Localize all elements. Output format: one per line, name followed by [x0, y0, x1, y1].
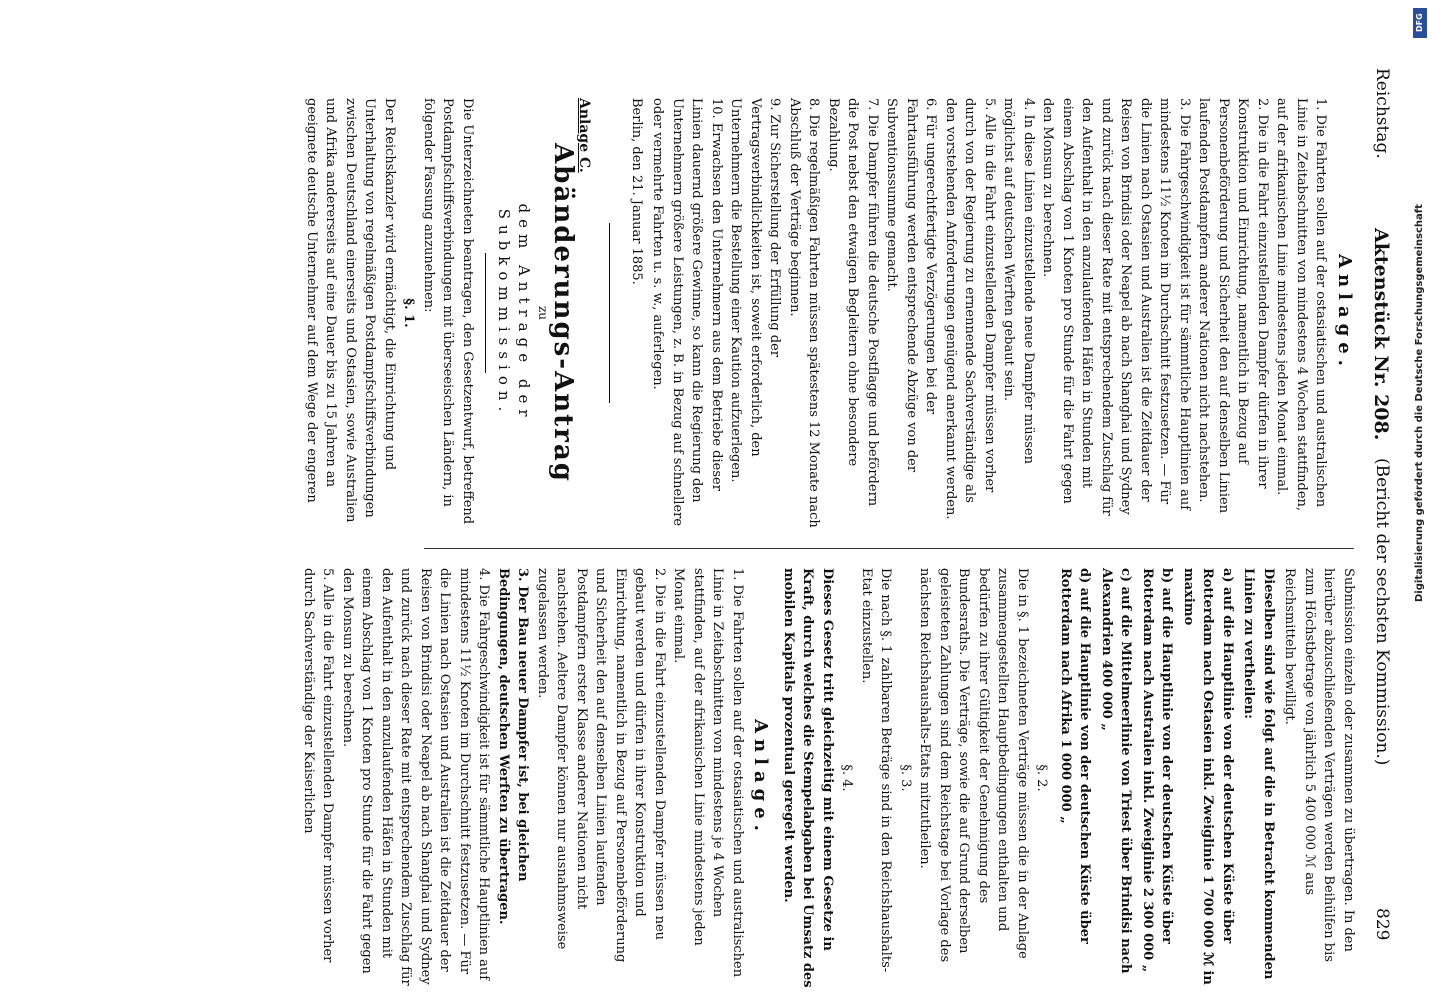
right-item-3: 3. Der Bau neuer Dampfer ist, bei gleichen Bedingungen, deutschen Werften zu übertragen. — [496, 568, 531, 925]
amendment-title: Abänderungs-Antrag — [548, 143, 578, 483]
signature-date: Berlin, den 21. Januar 1885. — [629, 98, 644, 285]
left-item-5: 5. Alle in die Fahrt einzustellenden Dampfer müssen vorher durch von der Regierung zu ernennende Sachverständige als den vorstehenden Anforderungen genügend anerkannt werden. — [943, 98, 997, 520]
route-c: c) auf die Mittelmeerlinie von Triest über Brindisi nach Alexandrien 400 000 „ — [1099, 568, 1134, 974]
column-divider — [424, 548, 1354, 549]
right-item-5: 5. Alle in die Fahrt einzustellenden Dampfer müssen vorher durch Sachverständige der Kaiserlichen — [301, 568, 336, 963]
route-b: b) auf die Hauptlinie von der deutschen Küste über Rotterdam nach Australien inkl. Zweiglinie 2 300 000 „ — [1140, 568, 1175, 973]
right-anlage-heading: Anlage. — [750, 719, 772, 837]
paragraph-4-heading: §. 4. — [839, 764, 855, 792]
paragraph-1-heading: §. 1. — [401, 298, 417, 328]
digitization-watermark: Digitalisierung gefördert durch die Deutsche Forschungsgemeinschaft — [1414, 204, 1425, 602]
left-anlage-heading: Anlage. — [1334, 254, 1355, 372]
paragraph-2-heading: §. 2. — [1034, 764, 1050, 792]
amendment-zu: zu — [536, 305, 551, 321]
left-item-9: 9. Zur Sicherstellung der Erfüllung der Vertragsverbindlichkeiten ist, soweit erforderlich, den Unternehmern die Bestellung einer Kaution aufzuerlegen. — [728, 98, 783, 483]
left-item-8: 8. Die regelmäßigen Fahrten müssen spätestens 12 Monate nach Abschluß der Verträge beginnen. — [787, 98, 822, 528]
title-divider — [485, 253, 486, 373]
section-divider — [610, 223, 611, 403]
header-center: Aktenstück Nr. 208. — [1370, 228, 1392, 441]
left-item-2: 2. Die in die Fahrt einzustellenden Dampfer dürfen in ihrer Konstruktion und Einrichtung, namentlich in Bezug auf Personenbeförderung und Sicherheit den auf denselben Linien laufenden Postdampfern anderer Nationen nicht nachstehen. — [1196, 98, 1270, 514]
page-header — [1362, 68, 1392, 968]
left-item-7: 7. Die Dampfer führen die deutsche Postflagge und befördern die Post nebst den etwaigen Begleitern ohne besondere Bezahlung. — [826, 98, 880, 507]
left-item-10: 10. Erwachsen den Unternehmern aus dem Betriebe dieser Linien dauernd größere Gewinne, so kann die Regierung den Unternehmern größere Leistungen, z. B. in Bezug auf schnellere oder vermehrte Fahrten u. s. w., auferlegen. — [650, 98, 724, 527]
route-a: a) auf die Hauptlinie von der deutschen Küste über Rotterdam nach Ostasien inkl. Zweiglinie 1 700 000 ℳ in maximo — [1181, 568, 1235, 985]
paragraph-4-text: Dieses Gesetz tritt gleichzeitig mit einem Gesetze in Kraft, durch welches die Stempelabgaben bei Umsatz des mobilen Kapitals prozentual geregelt werden. — [781, 568, 835, 988]
header-right: (Bericht der sechsten Kommission.) — [1372, 458, 1392, 766]
left-item-4: 4. In diese Linien einzustellende neue Dampfer müssen möglichst auf deutschen Werften gebaut sein. — [1001, 98, 1036, 464]
left-item-3: 3. Die Fahrgeschwindigkeit ist für sämmtliche Hauptlinien auf mindestens 11½ Knoten im Durchschnitt festzusetzen. — Für die Linien nach Ostasien und Australien ist die Zeitdauer der Reisen von Brindisi oder Neapel ab nach Shanghai und Sydney und zurück nach dieser Rate mit entsprechendem Zuschlag für den Aufenthalt in den anzulaufenden Häfen in Stunden mit einem Abschlag von 1 Knoten pro Stunde für die Fahrt gegen den Monsun zu berechnen. — [1040, 98, 1192, 516]
rotated-sheet — [30, 8, 1400, 998]
dfg-logo-text: DFG — [1415, 13, 1424, 33]
right-column — [299, 568, 1359, 988]
left-item-6: 6. Für ungerechtfertigte Verzögerungen bei der Fahrtausführung werden entsprechende Abzüge von der Subventionssumme gemacht. — [884, 98, 939, 473]
right-continuation: Submission einzeln oder zusammen zu übertragen. In den hierüber abzuschließenden Verträgen werden Beihülfen bis zum Höchstbetrage von jährlich 5 400 000 ℳ aus Reichsmitteln bewilligt. — [1282, 568, 1356, 962]
header-left: Reichstag. — [1372, 68, 1392, 159]
route-d: d) auf die Hauptlinie von der deutschen Küste über Rotterdam nach Afrika 1 000 000 „ — [1058, 568, 1093, 944]
left-column — [302, 98, 1359, 528]
dfg-logo-icon — [1413, 8, 1427, 38]
paragraph-1-text: Der Reichskanzler wird ermächtigt, die Einrichtung und Unterhaltung von regelmäßigen Postdampfschiffsverbindungen zwischen Deutschland einerseits und Ostasien, sowie Australien und Afrika andererseits auf eine Dauer bis zu 15 Jahren an geeignete deutsche Unternehmer auf dem Wege der engeren — [304, 98, 397, 523]
left-item-1: 1. Die Fahrten sollen auf der ostasiatischen und australischen Linie in Zeitabschnitten von mindestens 4 Wochen stattfinden, auf der afrikanischen Linie mindestens jeden Monat einmal. — [1274, 98, 1329, 512]
right-item-2: 2. Die in die Fahrt einzustellenden Dampfer müssen neu gebaut werden und dürfen in ihrer Konstruktion und Einrichtung, namentlich in Bezug auf Personenbeförderung und Sicherheit den auf denselben Linien laufenden Postdampfern erster Klasse anderer Nationen nicht nachstehen. Aeltere Dampfer können nur ausnahmsweise zugelassen werden. — [535, 568, 667, 963]
paragraph-2-text: Die in §. 1 bezeichneten Verträge müssen die in der Anlage zusammengestellten Hauptbedingungen enthalten und bedürfen zu ihrer Gültigkeit der Genehmigung des Bundesraths. Die Verträge, sowie die auf Grund derselben geleisteten Zahlungen sind dem Reichstage bei Vorlage des nächsten Reichshaushalts-Etats mitzutheilen. — [917, 568, 1030, 963]
amendment-subtitle: dem Antrage der Subkommission. — [495, 203, 533, 423]
paragraph-3-text: Die nach §. 1 zahlbaren Beträge sind in den Reichshaushalts-Etat einzustellen. — [859, 568, 894, 973]
distribution-intro: Dieselben sind wie folgt auf die in Betracht kommenden Linien zu vertheilen: — [1241, 568, 1276, 980]
right-item-1: 1. Die Fahrten sollen auf der ostasiatischen und australischen Linie in Zeitabschnitten von mindestens je 4 Wochen stattfinden, auf der afrikanischen Linie mindestens jeden Monat einmal. — [671, 568, 745, 978]
anlage-c-label: Anlage C. — [576, 98, 593, 173]
paragraph-3-heading: §. 3. — [898, 764, 913, 792]
amendment-intro: Die Unterzeichneten beantragen, den Gesetzentwurf, betreffend Postdampfschiffsverbindungen mit überseeischen Ländern, in folgender Fassung anzunehmen: — [421, 98, 475, 525]
page-number: 829 — [1372, 908, 1392, 941]
right-item-4: 4. Die Fahrgeschwindigkeit ist für sämmtliche Hauptlinien auf mindestens 11½ Knoten im Durchschnitt festzusetzen. — Für die Linien nach Ostasien und Australien ist die Zeitdauer der Reisen von Brindisi oder Neapel ab nach Shanghai und Sydney und zurück nach dieser Rate mit entsprechendem Zuschlag für den Aufenthalt in den anzulaufenden Häfen in Stunden mit einem Abschlag von 1 Knoten pro Stunde für die Fahrt gegen den Monsun zu berechnen. — [340, 568, 492, 986]
